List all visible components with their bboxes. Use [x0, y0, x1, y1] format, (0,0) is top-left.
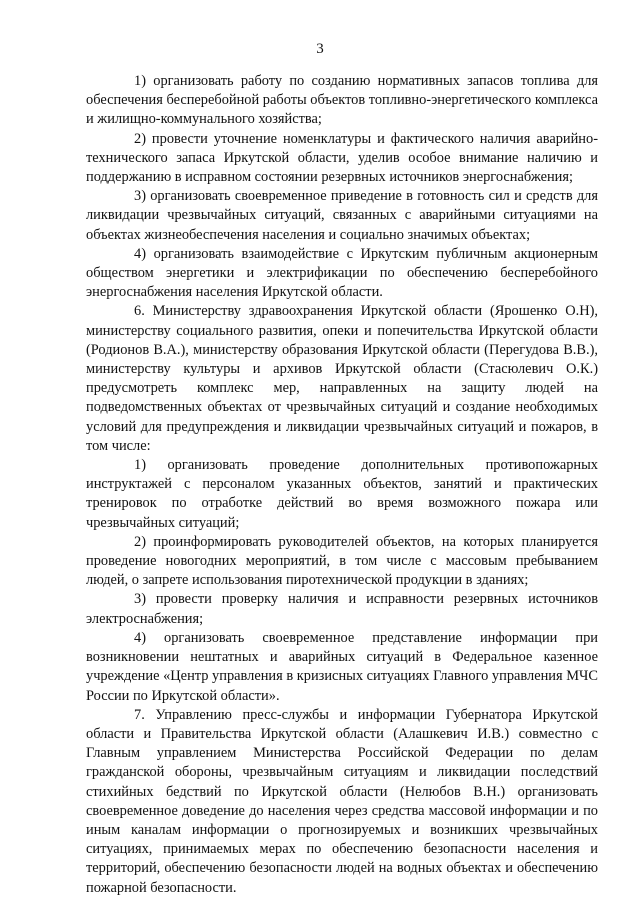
paragraph-section-6-item-2-pyrotechnics-ban: 2) проинформировать руководителей объектов, на которых планируется проведение новогодних мероприятий, в том числе с массовым пребыванием людей, о запрете использования пиротехнической продукции в зданиях;	[86, 533, 598, 589]
paragraph-section-6-item-3-backup-power-check: 3) провести проверку наличия и исправности резервных источников электроснабжения;	[86, 591, 598, 627]
paragraph-item-4-energy-company-cooperation: 4) организовать взаимодействие с Иркутским публичным акционерным обществом энергетики и электрификации по обеспечению бесперебойного энергоснабжения населения Иркутской области.	[86, 245, 598, 301]
paragraph-section-6-item-4-incident-reporting: 4) организовать своевременное представление информации при возникновении нештатных и аварийных ситуаций в Федеральное казенное учреждение «Центр управления в кризисных ситуациях Главного управления МЧС России по Иркутской области».	[86, 629, 598, 704]
paragraph-item-3-readiness-of-forces: 3) организовать своевременное приведение в готовность сил и средств для ликвидации чрезвычайных ситуаций, связанных с аварийными ситуациями на объектах жизнеобеспечения населения и социально значимых объектах;	[86, 188, 598, 243]
paragraph-item-1-organize-fuel-reserves: 1) организовать работу по созданию нормативных запасов топлива для обеспечения бесперебойной работы объектов топливно-энергетического комплекса и жилищно-коммунального хозяйства;	[86, 73, 598, 128]
paragraph-section-7-press-service: 7. Управлению пресс-службы и информации Губернатора Иркутской области и Правительства Иркутской области (Алашкевич И.В.) совместно с Главным управлением Министерства Российской Федерации по делам гражданской обороны, чрезвычайным ситуациям и ликвидации последствий стихийных бедствий по Иркутской области (Нелюбов В.Н.) организовать своевременное доведение до населения через средства массовой информации и по иным каналам информации о прогнозируемых и возникших чрезвычайных ситуациях, принимаемых мерах по обеспечению безопасности населения и территорий, обеспечению безопасности людей на водных объектах и обеспечению пожарной безопасности.	[86, 706, 598, 896]
document-body	[86, 72, 598, 898]
page-number: 3	[316, 41, 324, 57]
paragraph-section-6-ministries: 6. Министерству здравоохранения Иркутской области (Ярошенко О.Н), министерству социального развития, опеки и попечительства Иркутской области (Родионов В.А.), министерству образования Иркутской области (Перегудова В.В.), министерству культуры и архивов Иркутской области (Стасюлевич О.К.) предусмотреть комплекс мер, направленных на защиту людей на подведомственных объектах от чрезвычайных ситуаций и создание необходимых условий для предупреждения и ликвидации чрезвычайных ситуаций и пожаров, в том числе:	[86, 303, 598, 454]
paragraph-item-2-emergency-reserve-check: 2) провести уточнение номенклатуры и фактического наличия аварийно-технического запаса Иркутской области, уделив особое внимание наличию и поддержанию в исправном состоянии резервных источников энергоснабжения;	[86, 130, 598, 186]
paragraph-section-6-item-1-fire-briefings: 1) организовать проведение дополнительных противопожарных инструктажей с персоналом указанных объектов, занятий и практических тренировок по отработке действий во время возможного пожара или чрезвычайных ситуаций;	[86, 457, 598, 531]
